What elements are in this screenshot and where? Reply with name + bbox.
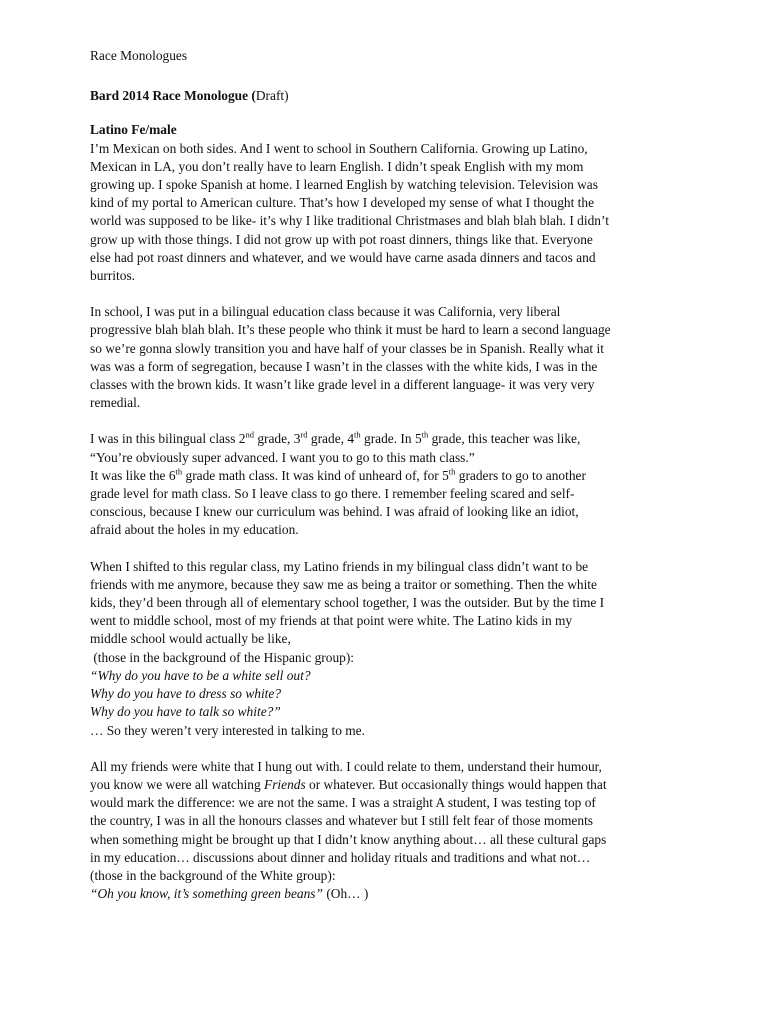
text-line: … So they weren’t very interested in talking to me. xyxy=(90,722,365,738)
text-line xyxy=(90,776,680,794)
text-run: I was in this bilingual class 2 xyxy=(90,431,246,447)
stage-direction: (those in the background of the White group): xyxy=(90,867,336,883)
text-run: grade. In 5 xyxy=(360,431,422,447)
text-line: went to middle school, most of my friends at that point were white. The Latino kids in my xyxy=(90,613,573,629)
text-line: kids, they’d been through all of elementary school together, I was the outsider. But by the time I xyxy=(90,595,605,611)
text-line: kind of my portal to American culture. That’s how I developed my sense of what I thought the xyxy=(90,195,595,211)
superscript: rd xyxy=(300,429,308,440)
text-line: progressive blah blah blah. It’s these people who think it must be hard to learn a second language xyxy=(90,322,611,338)
text-run: grade, this teacher was like, xyxy=(428,431,581,447)
final-quote-aside: (Oh… ) xyxy=(322,886,369,902)
title-bold: Bard 2014 Race Monologue ( xyxy=(90,88,256,104)
text-run: you know we were all watching xyxy=(90,776,265,792)
stage-direction: (those in the background of the Hispanic group): xyxy=(90,649,355,665)
text-line: “You’re obviously super advanced. I want you to go to this math class.” xyxy=(90,449,475,465)
text-line: I’m Mexican on both sides. And I went to school in Southern California. Growing up Latino, xyxy=(90,140,588,156)
text-run: It was like the 6 xyxy=(90,467,176,483)
text-line xyxy=(90,467,680,485)
text-line: conscious, because I knew our curriculum was behind. I was afraid of looking like an idiot, xyxy=(90,504,579,520)
text-line: world was supposed to be like- it’s why I like traditional Christmases and blah blah blah. I didn’t xyxy=(90,213,609,229)
document-body xyxy=(90,47,680,903)
text-line: so we’re gonna slowly transition you and have half of your classes be in Spanish. Really what it xyxy=(90,340,604,356)
text-line: Mexican in LA, you don’t really have to learn English. I didn’t speak English with my mom xyxy=(90,158,584,174)
text-line: All my friends were white that I hung out with. I could relate to them, understand their humour, xyxy=(90,758,602,774)
text-line: friends with me anymore, because they saw me as being a traitor or something. Then the white xyxy=(90,576,597,592)
paragraph-1 xyxy=(90,140,680,286)
quote-line: Why do you have to dress so white? xyxy=(90,686,282,702)
text-line: classes with the brown kids. It wasn’t like grade level in a different language- it was very very xyxy=(90,377,595,393)
text-run: grade, 4 xyxy=(307,431,355,447)
text-run: or whatever. But occasionally things would happen that xyxy=(305,776,607,792)
text-line: the country, I was in all the honours classes and whatever but I still felt fear of those moments xyxy=(90,813,594,829)
text-line: when something might be brought up that I didn’t know anything about… all these cultural gaps xyxy=(90,831,607,847)
paragraph-2 xyxy=(90,303,680,412)
superscript: th xyxy=(448,466,456,477)
text-line: When I shifted to this regular class, my Latino friends in my bilingual class didn’t want to be xyxy=(90,558,589,574)
superscript: th xyxy=(175,466,183,477)
quote-line: “Why do you have to be a white sell out? xyxy=(90,667,311,683)
final-quote-line xyxy=(90,885,680,903)
text-line: growing up. I spoke Spanish at home. I learned English by watching television. Television was xyxy=(90,177,598,193)
text-line: grow up with those things. I did not grow up with pot roast dinners, things like that. Everyone xyxy=(90,231,593,247)
text-line: in my education… discussions about dinner and holiday rituals and traditions and what not… xyxy=(90,849,591,865)
text-line: remedial. xyxy=(90,395,141,411)
text-line: burritos. xyxy=(90,268,136,284)
paragraph-5 xyxy=(90,758,680,904)
text-run: grade math class. It was kind of unheard of, for 5 xyxy=(182,467,449,483)
superscript: th xyxy=(354,429,361,440)
text-line: was was a form of segregation, because I wasn’t in the classes with the white kids, I was in the xyxy=(90,358,598,374)
superscript: nd xyxy=(245,429,254,440)
title-suffix: Draft) xyxy=(255,88,289,104)
paragraph-4 xyxy=(90,558,680,740)
text-line: would mark the difference: we are not the same. I was a straight A student, I was testing top of xyxy=(90,795,596,811)
final-quote: “Oh you know, it’s something green beans” xyxy=(90,886,323,902)
document-header: Race Monologues xyxy=(90,48,188,63)
text-line: grade level for math class. So I leave class to go there. I remember feeling scared and self- xyxy=(90,486,575,502)
section-heading: Latino Fe/male xyxy=(90,122,177,138)
text-line: middle school would actually be like, xyxy=(90,631,291,647)
text-line: afraid about the holes in my education. xyxy=(90,522,299,538)
document-title xyxy=(90,87,680,105)
quote-line: Why do you have to talk so white?” xyxy=(90,704,281,720)
show-title: Friends xyxy=(264,776,306,792)
paragraph-3 xyxy=(90,430,680,539)
text-run: graders to go to another xyxy=(455,467,586,483)
superscript: th xyxy=(421,429,429,440)
text-line: In school, I was put in a bilingual education class because it was California, very liberal xyxy=(90,304,561,320)
text-run: grade, 3 xyxy=(253,431,301,447)
text-line xyxy=(90,430,680,448)
text-line: else had pot roast dinners and whatever, and we would have carne asada dinners and tacos and xyxy=(90,249,596,265)
